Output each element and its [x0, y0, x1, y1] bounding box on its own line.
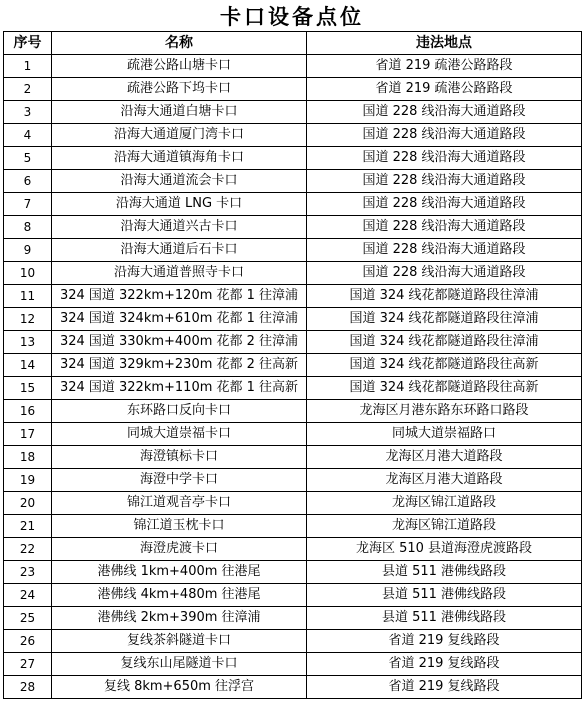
checkpoint-name-cell: 沿海大通道后石卡口 [52, 239, 307, 262]
checkpoint-name-cell: 沿海大通道普照寺卡口 [52, 262, 307, 285]
table-row [4, 446, 582, 469]
violation-location-cell: 国道 324 线花都隧道路段往漳浦 [307, 285, 582, 308]
violation-location-cell: 龙海区月港东路东环路口路段 [307, 400, 582, 423]
page-title: 卡口设备点位 [220, 4, 364, 29]
row-index-cell: 22 [4, 538, 52, 561]
checkpoint-name-cell: 锦江道观音亭卡口 [52, 492, 307, 515]
violation-location-cell: 国道 228 线沿海大通道路段 [307, 101, 582, 124]
checkpoint-name-cell: 324 国道 324km+610m 花都 1 往漳浦 [52, 308, 307, 331]
row-index-cell: 11 [4, 285, 52, 308]
checkpoint-name-cell: 沿海大通道流会卡口 [52, 170, 307, 193]
table-row [4, 216, 582, 239]
row-index-cell: 21 [4, 515, 52, 538]
row-index-cell: 19 [4, 469, 52, 492]
table-row [4, 492, 582, 515]
table-row [4, 377, 582, 400]
violation-location-cell: 龙海区月港大道路段 [307, 446, 582, 469]
table-row [4, 607, 582, 630]
violation-location-cell: 省道 219 疏港公路路段 [307, 78, 582, 101]
row-index-cell: 20 [4, 492, 52, 515]
checkpoint-name-cell: 锦江道玉枕卡口 [52, 515, 307, 538]
violation-location-cell: 国道 228 线沿海大通道路段 [307, 216, 582, 239]
violation-location-cell: 国道 228 线沿海大通道路段 [307, 170, 582, 193]
checkpoint-name-cell: 沿海大通道厦门湾卡口 [52, 124, 307, 147]
table-row [4, 423, 582, 446]
row-index-cell: 23 [4, 561, 52, 584]
violation-location-cell: 同城大道崇福路口 [307, 423, 582, 446]
checkpoint-name-cell: 东环路口反向卡口 [52, 400, 307, 423]
table-body [4, 55, 582, 699]
row-index-cell: 15 [4, 377, 52, 400]
table-row [4, 538, 582, 561]
checkpoint-name-cell: 疏港公路山塘卡口 [52, 55, 307, 78]
table-row [4, 630, 582, 653]
table-row [4, 78, 582, 101]
table-row [4, 331, 582, 354]
column-header-name: 名称 [52, 32, 307, 55]
row-index-cell: 24 [4, 584, 52, 607]
violation-location-cell: 国道 228 线沿海大通道路段 [307, 193, 582, 216]
violation-location-cell: 县道 511 港佛线路段 [307, 584, 582, 607]
violation-location-cell: 龙海区锦江道路段 [307, 492, 582, 515]
table-row [4, 561, 582, 584]
row-index-cell: 13 [4, 331, 52, 354]
table-row [4, 147, 582, 170]
violation-location-cell: 国道 228 线沿海大通道路段 [307, 147, 582, 170]
violation-location-cell: 县道 511 港佛线路段 [307, 607, 582, 630]
table-row [4, 285, 582, 308]
violation-location-cell: 县道 511 港佛线路段 [307, 561, 582, 584]
checkpoint-name-cell: 沿海大通道白塘卡口 [52, 101, 307, 124]
row-index-cell: 9 [4, 239, 52, 262]
row-index-cell: 7 [4, 193, 52, 216]
checkpoint-name-cell: 港佛线 1km+400m 往港尾 [52, 561, 307, 584]
violation-location-cell: 国道 228 线沿海大通道路段 [307, 239, 582, 262]
row-index-cell: 5 [4, 147, 52, 170]
violation-location-cell: 省道 219 疏港公路路段 [307, 55, 582, 78]
row-index-cell: 28 [4, 676, 52, 699]
table-row [4, 239, 582, 262]
table-row [4, 308, 582, 331]
table-row [4, 101, 582, 124]
row-index-cell: 14 [4, 354, 52, 377]
violation-location-cell: 省道 219 复线路段 [307, 676, 582, 699]
table-row [4, 193, 582, 216]
row-index-cell: 3 [4, 101, 52, 124]
checkpoint-name-cell: 沿海大通道 LNG 卡口 [52, 193, 307, 216]
table-row [4, 400, 582, 423]
checkpoint-name-cell: 海澄镇标卡口 [52, 446, 307, 469]
row-index-cell: 25 [4, 607, 52, 630]
checkpoint-name-cell: 复线茶斜隧道卡口 [52, 630, 307, 653]
checkpoint-name-cell: 海澄虎渡卡口 [52, 538, 307, 561]
checkpoint-name-cell: 324 国道 322km+120m 花都 1 往漳浦 [52, 285, 307, 308]
table-row [4, 170, 582, 193]
table-row [4, 469, 582, 492]
table-row [4, 262, 582, 285]
table-row [4, 676, 582, 699]
row-index-cell: 1 [4, 55, 52, 78]
violation-location-cell: 龙海区锦江道路段 [307, 515, 582, 538]
row-index-cell: 8 [4, 216, 52, 239]
row-index-cell: 16 [4, 400, 52, 423]
violation-location-cell: 省道 219 复线路段 [307, 653, 582, 676]
checkpoint-name-cell: 沿海大通道镇海角卡口 [52, 147, 307, 170]
violation-location-cell: 龙海区月港大道路段 [307, 469, 582, 492]
checkpoint-name-cell: 324 国道 329km+230m 花都 2 往高新 [52, 354, 307, 377]
row-index-cell: 2 [4, 78, 52, 101]
checkpoint-name-cell: 港佛线 2km+390m 往漳浦 [52, 607, 307, 630]
row-index-cell: 10 [4, 262, 52, 285]
checkpoint-name-cell: 疏港公路下坞卡口 [52, 78, 307, 101]
checkpoint-name-cell: 324 国道 330km+400m 花都 2 往漳浦 [52, 331, 307, 354]
table-row [4, 653, 582, 676]
column-header-index: 序号 [4, 32, 52, 55]
row-index-cell: 17 [4, 423, 52, 446]
violation-location-cell: 国道 228 线沿海大通道路段 [307, 124, 582, 147]
row-index-cell: 12 [4, 308, 52, 331]
checkpoint-name-cell: 港佛线 4km+480m 往港尾 [52, 584, 307, 607]
column-header-location: 违法地点 [307, 32, 582, 55]
violation-location-cell: 国道 324 线花都隧道路段往漳浦 [307, 308, 582, 331]
table-row [4, 584, 582, 607]
violation-location-cell: 省道 219 复线路段 [307, 630, 582, 653]
table-row [4, 354, 582, 377]
violation-location-cell: 龙海区 510 县道海澄虎渡路段 [307, 538, 582, 561]
checkpoint-name-cell: 海澄中学卡口 [52, 469, 307, 492]
row-index-cell: 18 [4, 446, 52, 469]
table-row [4, 124, 582, 147]
checkpoint-name-cell: 复线东山尾隧道卡口 [52, 653, 307, 676]
row-index-cell: 4 [4, 124, 52, 147]
row-index-cell: 26 [4, 630, 52, 653]
checkpoint-name-cell: 同城大道崇福卡口 [52, 423, 307, 446]
checkpoint-name-cell: 324 国道 322km+110m 花都 1 往高新 [52, 377, 307, 400]
row-index-cell: 6 [4, 170, 52, 193]
table-row [4, 515, 582, 538]
table-row [4, 55, 582, 78]
checkpoint-name-cell: 沿海大通道兴古卡口 [52, 216, 307, 239]
checkpoint-name-cell: 复线 8km+650m 往浮宫 [52, 676, 307, 699]
violation-location-cell: 国道 324 线花都隧道路段往高新 [307, 377, 582, 400]
violation-location-cell: 国道 228 线沿海大通道路段 [307, 262, 582, 285]
header-row [4, 32, 582, 55]
row-index-cell: 27 [4, 653, 52, 676]
checkpoint-table [3, 31, 582, 699]
violation-location-cell: 国道 324 线花都隧道路段往高新 [307, 354, 582, 377]
violation-location-cell: 国道 324 线花都隧道路段往漳浦 [307, 331, 582, 354]
